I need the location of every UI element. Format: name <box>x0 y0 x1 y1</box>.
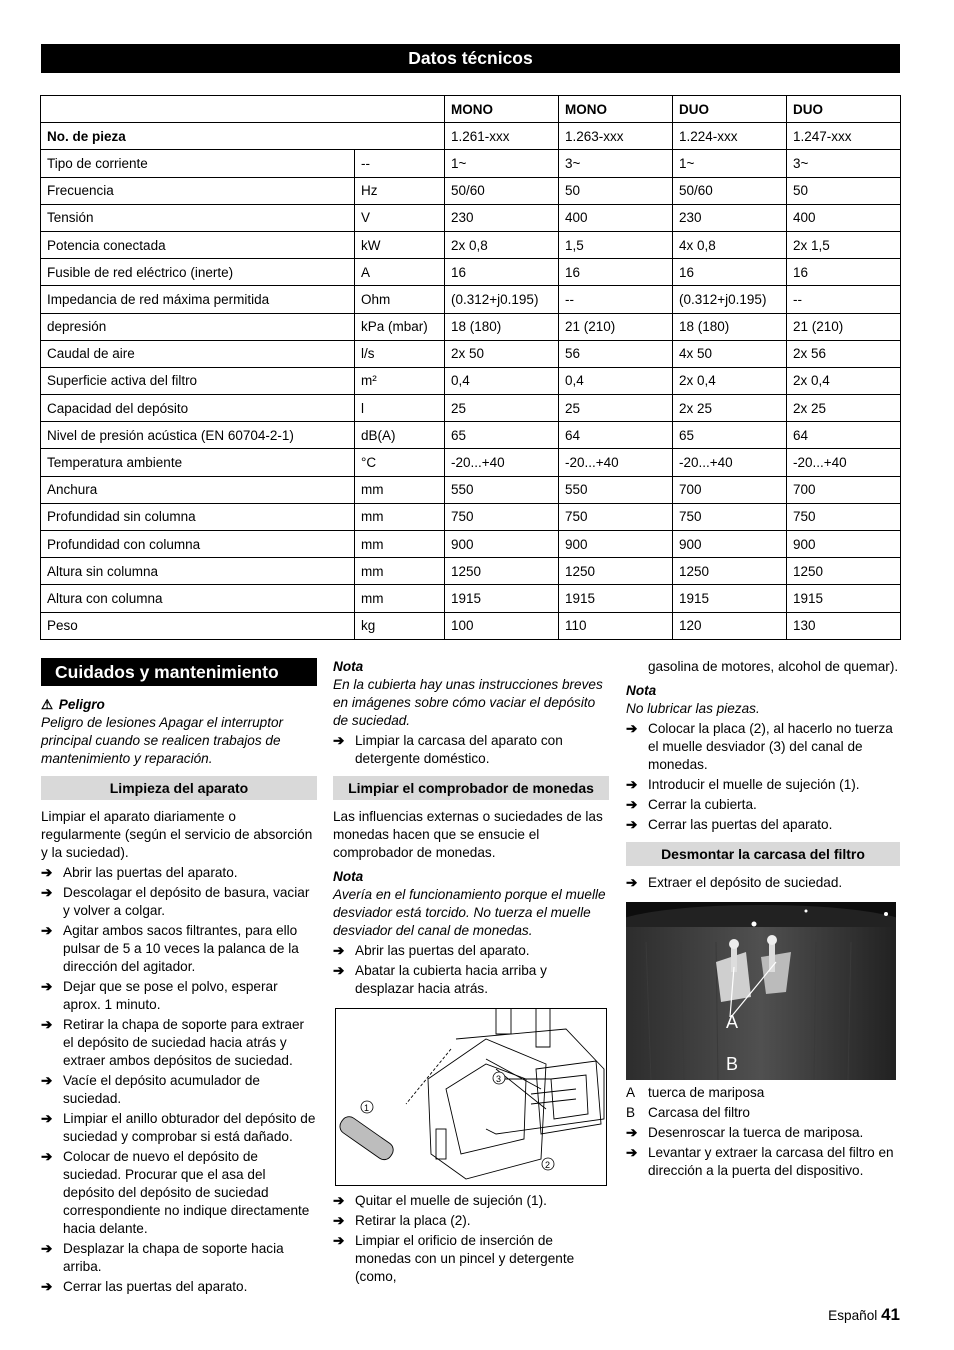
table-header-cell: DUO <box>787 96 901 123</box>
legend-item <box>626 1084 900 1102</box>
page-number: 41 <box>881 1305 900 1324</box>
note-text: No lubricar las piezas. <box>626 701 760 716</box>
table-row <box>41 503 901 530</box>
list-item <box>626 816 900 834</box>
table-cell: 400 <box>559 204 673 231</box>
table-cell: 100 <box>445 612 559 639</box>
list-item <box>626 1144 900 1180</box>
coin-validator-illustration <box>336 1009 606 1185</box>
list-item <box>626 776 900 794</box>
table-cell: 900 <box>559 531 673 558</box>
table-row <box>41 476 901 503</box>
row-label: Temperatura ambiente <box>41 449 355 476</box>
list-item <box>41 1148 317 1238</box>
arrow-right-icon: ➔ <box>333 1213 345 1228</box>
table-cell: 25 <box>445 395 559 422</box>
row-label: Nivel de presión acústica (EN 60704-2-1) <box>41 422 355 449</box>
table-cell: -- <box>559 286 673 313</box>
list-item-text: Colocar la placa (2), al hacerlo no tuerza el muelle desviador (3) del canal de monedas. <box>648 721 893 772</box>
arrow-right-icon: ➔ <box>41 1073 53 1088</box>
list-item-text: Cerrar las puertas del aparato. <box>648 817 833 832</box>
arrow-right-icon: ➔ <box>626 797 638 812</box>
technical-data-table <box>40 95 901 640</box>
row-label: Profundidad con columna <box>41 531 355 558</box>
table-cell <box>41 96 445 123</box>
list-item <box>41 884 317 920</box>
paragraph-intro: Limpiar el aparato diariamente o regularmente (según el servicio de absorción y la suciedad). <box>41 809 313 860</box>
list-item-text: Introducir el muelle de sujeción (1). <box>648 777 860 792</box>
step-list <box>626 1124 900 1180</box>
row-label: Altura sin columna <box>41 558 355 585</box>
table-cell: 4x 50 <box>673 340 787 367</box>
list-item-text: Abrir las puertas del aparato. <box>355 943 530 958</box>
row-unit: dB(A) <box>355 422 445 449</box>
table-cell: 900 <box>787 531 901 558</box>
row-label: Impedancia de red máxima permitida <box>41 286 355 313</box>
step-list <box>333 942 609 998</box>
table-cell: 0,4 <box>445 367 559 394</box>
step-list <box>626 720 900 834</box>
table-cell: 56 <box>559 340 673 367</box>
table-cell: 64 <box>787 422 901 449</box>
row-unit: mm <box>355 476 445 503</box>
list-item-text: Agitar ambos sacos filtrantes, para ello pulsar de 5 a 10 veces la palanca de la dirección del agitador. <box>63 923 299 974</box>
table-cell: 1250 <box>445 558 559 585</box>
table-cell: -20...+40 <box>787 449 901 476</box>
table-cell: 0,4 <box>559 367 673 394</box>
row-unit: A <box>355 259 445 286</box>
list-item <box>41 1110 317 1146</box>
list-item-text: Cerrar la cubierta. <box>648 797 757 812</box>
table-cell: 1915 <box>673 585 787 612</box>
list-item <box>333 732 609 768</box>
filter-housing-photo <box>626 902 896 1080</box>
table-cell: 50 <box>787 177 901 204</box>
table-cell: 65 <box>445 422 559 449</box>
table-cell: 16 <box>787 259 901 286</box>
table-header-cell: MONO <box>445 96 559 123</box>
table-cell: 2x 1,5 <box>787 231 901 258</box>
table-cell: 18 (180) <box>673 313 787 340</box>
list-item <box>626 720 900 774</box>
row-label: Altura con columna <box>41 585 355 612</box>
list-item <box>41 1278 317 1296</box>
list-item-text: Limpiar la carcasa del aparato con detergente doméstico. <box>355 733 563 766</box>
table-cell: 750 <box>559 503 673 530</box>
callout-1: 1 <box>364 1103 370 1113</box>
table-cell: 400 <box>787 204 901 231</box>
list-item-text: Extraer el depósito de suciedad. <box>648 875 843 890</box>
note-text: En la cubierta hay unas instrucciones breves en imágenes sobre cómo vaciar el depósito de suciedad. <box>333 677 603 728</box>
table-cell: 2x 56 <box>787 340 901 367</box>
danger-label <box>41 696 317 714</box>
arrow-right-icon: ➔ <box>333 1233 345 1248</box>
table-cell: 1250 <box>673 558 787 585</box>
list-item-text: Cerrar las puertas del aparato. <box>63 1279 248 1294</box>
column-right <box>626 658 900 1182</box>
step-list <box>41 864 317 1296</box>
table-cell: 16 <box>559 259 673 286</box>
row-unit: Ohm <box>355 286 445 313</box>
list-item <box>626 796 900 814</box>
row-unit: Hz <box>355 177 445 204</box>
table-cell: 1.261-xxx <box>445 123 559 150</box>
row-unit: l/s <box>355 340 445 367</box>
list-item <box>626 1124 900 1142</box>
list-item-text: Dejar que se pose el polvo, esperar aprox. 1 minuto. <box>63 979 278 1012</box>
photo-label-b: B <box>726 1054 739 1074</box>
row-unit: m² <box>355 367 445 394</box>
note-label: Nota <box>626 683 657 698</box>
table-cell: 4x 0,8 <box>673 231 787 258</box>
row-unit: mm <box>355 531 445 558</box>
table-row <box>41 395 901 422</box>
table-cell: 2x 0,8 <box>445 231 559 258</box>
list-item-text: Desplazar la chapa de soporte hacia arriba. <box>63 1241 284 1274</box>
list-item-text: Desenroscar la tuerca de mariposa. <box>648 1125 864 1140</box>
list-item-text: Limpiar el anillo obturador del depósito de suciedad y comprobar si está dañado. <box>63 1111 316 1144</box>
table-row <box>41 177 901 204</box>
list-item-text: Descolagar el depósito de basura, vaciar y volver a colgar. <box>63 885 310 918</box>
subsection-comprobador-monedas: Limpiar el comprobador de monedas <box>333 776 609 800</box>
callout-2: 2 <box>545 1160 551 1170</box>
row-label: Capacidad del depósito <box>41 395 355 422</box>
continued-text: gasolina de motores, alcohol de quemar). <box>648 659 899 674</box>
arrow-right-icon: ➔ <box>626 1145 638 1160</box>
arrow-right-icon: ➔ <box>41 1241 53 1256</box>
arrow-right-icon: ➔ <box>626 721 638 736</box>
table-row <box>41 531 901 558</box>
table-row <box>41 612 901 639</box>
row-unit: kg <box>355 612 445 639</box>
table-cell: 50/60 <box>445 177 559 204</box>
table-cell: 50/60 <box>673 177 787 204</box>
row-label: Peso <box>41 612 355 639</box>
table-row <box>41 340 901 367</box>
warning-triangle-icon: ⚠ <box>41 697 54 712</box>
row-unit: V <box>355 204 445 231</box>
table-cell: 18 (180) <box>445 313 559 340</box>
row-unit: -- <box>355 150 445 177</box>
table-part-row <box>41 123 901 150</box>
arrow-right-icon: ➔ <box>41 1017 53 1032</box>
row-label: Anchura <box>41 476 355 503</box>
table-row <box>41 313 901 340</box>
coin-validator-figure <box>335 1008 607 1186</box>
row-label: Tipo de corriente <box>41 150 355 177</box>
table-row <box>41 367 901 394</box>
callout-3: 3 <box>496 1074 502 1084</box>
list-item <box>333 1212 609 1230</box>
table-row <box>41 558 901 585</box>
list-item-text: Abatar la cubierta hacia arriba y desplazar hacia atrás. <box>355 963 547 996</box>
list-item-text: Vacíe el depósito acumulador de suciedad. <box>63 1073 260 1106</box>
table-cell: 1915 <box>559 585 673 612</box>
row-unit: mm <box>355 503 445 530</box>
table-cell: 230 <box>445 204 559 231</box>
table-cell: 110 <box>559 612 673 639</box>
table-row <box>41 231 901 258</box>
arrow-right-icon: ➔ <box>333 733 345 748</box>
table-cell: 2x 0,4 <box>787 367 901 394</box>
row-label: Potencia conectada <box>41 231 355 258</box>
list-item <box>41 1072 317 1108</box>
table-cell: -- <box>787 286 901 313</box>
table-cell: 750 <box>445 503 559 530</box>
table-row <box>41 449 901 476</box>
row-label: Profundidad sin columna <box>41 503 355 530</box>
section-title-cuidados: Cuidados y mantenimiento <box>41 658 317 686</box>
table-cell: 1250 <box>787 558 901 585</box>
row-label: Superficie activa del filtro <box>41 367 355 394</box>
legend-item <box>626 1104 900 1122</box>
table-cell: 3~ <box>787 150 901 177</box>
legend-text: Carcasa del filtro <box>648 1105 750 1120</box>
table-row <box>41 204 901 231</box>
row-unit: mm <box>355 558 445 585</box>
table-cell: 1250 <box>559 558 673 585</box>
table-row <box>41 150 901 177</box>
table-cell: -20...+40 <box>673 449 787 476</box>
table-cell: 550 <box>445 476 559 503</box>
column-middle <box>333 658 609 1288</box>
table-cell: 900 <box>445 531 559 558</box>
arrow-right-icon: ➔ <box>333 1193 345 1208</box>
table-row <box>41 259 901 286</box>
part-number-label: No. de pieza <box>41 123 445 150</box>
table-cell: 25 <box>559 395 673 422</box>
row-unit: l <box>355 395 445 422</box>
row-label: Caudal de aire <box>41 340 355 367</box>
table-cell: 65 <box>673 422 787 449</box>
table-cell: 1~ <box>673 150 787 177</box>
table-cell: 2x 0,4 <box>673 367 787 394</box>
legend-list <box>626 1084 900 1122</box>
list-item-text: Retirar la chapa de soporte para extraer el depósito de suciedad hacia atrás y extraer ambos depósitos de suciedad. <box>63 1017 305 1068</box>
arrow-right-icon: ➔ <box>333 963 345 978</box>
table-row <box>41 422 901 449</box>
table-cell: 21 (210) <box>559 313 673 340</box>
note-text: Avería en el funcionamiento porque el muelle desviador está torcido. No tuerza el muelle desviador del canal de monedas. <box>333 887 606 938</box>
row-label: Fusible de red eléctrico (inerte) <box>41 259 355 286</box>
table-header-cell: DUO <box>673 96 787 123</box>
table-cell: 1915 <box>445 585 559 612</box>
table-cell: 2x 50 <box>445 340 559 367</box>
arrow-right-icon: ➔ <box>41 865 53 880</box>
table-cell: 900 <box>673 531 787 558</box>
row-unit: kPa (mbar) <box>355 313 445 340</box>
filter-housing-image <box>626 902 896 1080</box>
arrow-right-icon: ➔ <box>626 875 638 890</box>
subsection-limpieza-aparato: Limpieza del aparato <box>41 776 317 800</box>
table-cell: 16 <box>445 259 559 286</box>
table-cell: 230 <box>673 204 787 231</box>
list-item <box>41 1240 317 1276</box>
table-cell: 3~ <box>559 150 673 177</box>
list-item-text: Colocar de nuevo el depósito de suciedad. Procurar que el asa del depósito del depósito de suciedad correspondiente no indique directamente hacia delante. <box>63 1149 310 1236</box>
table-cell: 1.247-xxx <box>787 123 901 150</box>
list-item-text: Retirar la placa (2). <box>355 1213 471 1228</box>
list-item <box>41 978 317 1014</box>
table-cell: 700 <box>787 476 901 503</box>
note-label: Nota <box>333 869 364 884</box>
list-item-text: Limpiar el orificio de inserción de monedas con un pincel y detergente (como, <box>355 1233 575 1284</box>
list-item <box>333 1232 609 1286</box>
table-header-row <box>41 96 901 123</box>
row-unit: °C <box>355 449 445 476</box>
table-cell: (0.312+j0.195) <box>445 286 559 313</box>
table-cell: 1915 <box>787 585 901 612</box>
row-label: Frecuencia <box>41 177 355 204</box>
row-unit: mm <box>355 585 445 612</box>
list-item-text: Abrir las puertas del aparato. <box>63 865 238 880</box>
row-label: Tensión <box>41 204 355 231</box>
table-cell: 550 <box>559 476 673 503</box>
footer-language: Español <box>828 1308 878 1323</box>
page-footer <box>828 1305 900 1325</box>
list-item-text: Levantar y extraer la carcasa del filtro en dirección a la puerta del dispositivo. <box>648 1145 894 1178</box>
table-cell: 21 (210) <box>787 313 901 340</box>
table-cell: 120 <box>673 612 787 639</box>
table-row <box>41 286 901 313</box>
list-item-text: Quitar el muelle de sujeción (1). <box>355 1193 547 1208</box>
arrow-right-icon: ➔ <box>626 1125 638 1140</box>
legend-key: B <box>626 1105 636 1120</box>
list-item <box>41 1016 317 1070</box>
table-cell: 16 <box>673 259 787 286</box>
table-cell: (0.312+j0.195) <box>673 286 787 313</box>
row-unit: kW <box>355 231 445 258</box>
list-item <box>333 1192 609 1210</box>
table-cell: -20...+40 <box>445 449 559 476</box>
paragraph-intro: Las influencias externas o suciedades de las monedas hacen que se ensucie el comprobador de monedas. <box>333 809 603 860</box>
table-cell: 1~ <box>445 150 559 177</box>
table-cell: 130 <box>787 612 901 639</box>
arrow-right-icon: ➔ <box>626 817 638 832</box>
list-item <box>333 942 609 960</box>
arrow-right-icon: ➔ <box>41 923 53 938</box>
danger-label-text: Peligro <box>58 697 105 712</box>
photo-label-a: A <box>726 1012 739 1032</box>
section-title-datos-tecnicos: Datos técnicos <box>41 44 900 73</box>
legend-key: A <box>626 1085 636 1100</box>
list-item <box>41 922 317 976</box>
step-list <box>333 1192 609 1286</box>
table-row <box>41 585 901 612</box>
table-cell: 700 <box>673 476 787 503</box>
legend-text: tuerca de mariposa <box>648 1085 765 1100</box>
table-cell: 2x 25 <box>787 395 901 422</box>
column-left <box>41 658 317 1298</box>
list-item <box>333 962 609 998</box>
subsection-carcasa-filtro: Desmontar la carcasa del filtro <box>626 842 900 866</box>
table-cell: -20...+40 <box>559 449 673 476</box>
note-label: Nota <box>333 659 364 674</box>
danger-text: Peligro de lesiones Apagar el interruptor principal cuando se realicen trabajos de mantenimiento y reparación. <box>41 715 284 766</box>
table-cell: 750 <box>787 503 901 530</box>
table-header-cell: MONO <box>559 96 673 123</box>
arrow-right-icon: ➔ <box>41 1111 53 1126</box>
arrow-right-icon: ➔ <box>41 1149 53 1164</box>
arrow-right-icon: ➔ <box>626 777 638 792</box>
row-label: depresión <box>41 313 355 340</box>
table-cell: 2x 25 <box>673 395 787 422</box>
arrow-right-icon: ➔ <box>333 943 345 958</box>
list-item <box>41 864 317 882</box>
table-cell: 64 <box>559 422 673 449</box>
table-cell: 1.263-xxx <box>559 123 673 150</box>
table-cell: 1,5 <box>559 231 673 258</box>
table-cell: 1.224-xxx <box>673 123 787 150</box>
arrow-right-icon: ➔ <box>41 1279 53 1294</box>
list-item <box>626 874 900 892</box>
table-cell: 50 <box>559 177 673 204</box>
arrow-right-icon: ➔ <box>41 885 53 900</box>
table-cell: 750 <box>673 503 787 530</box>
arrow-right-icon: ➔ <box>41 979 53 994</box>
